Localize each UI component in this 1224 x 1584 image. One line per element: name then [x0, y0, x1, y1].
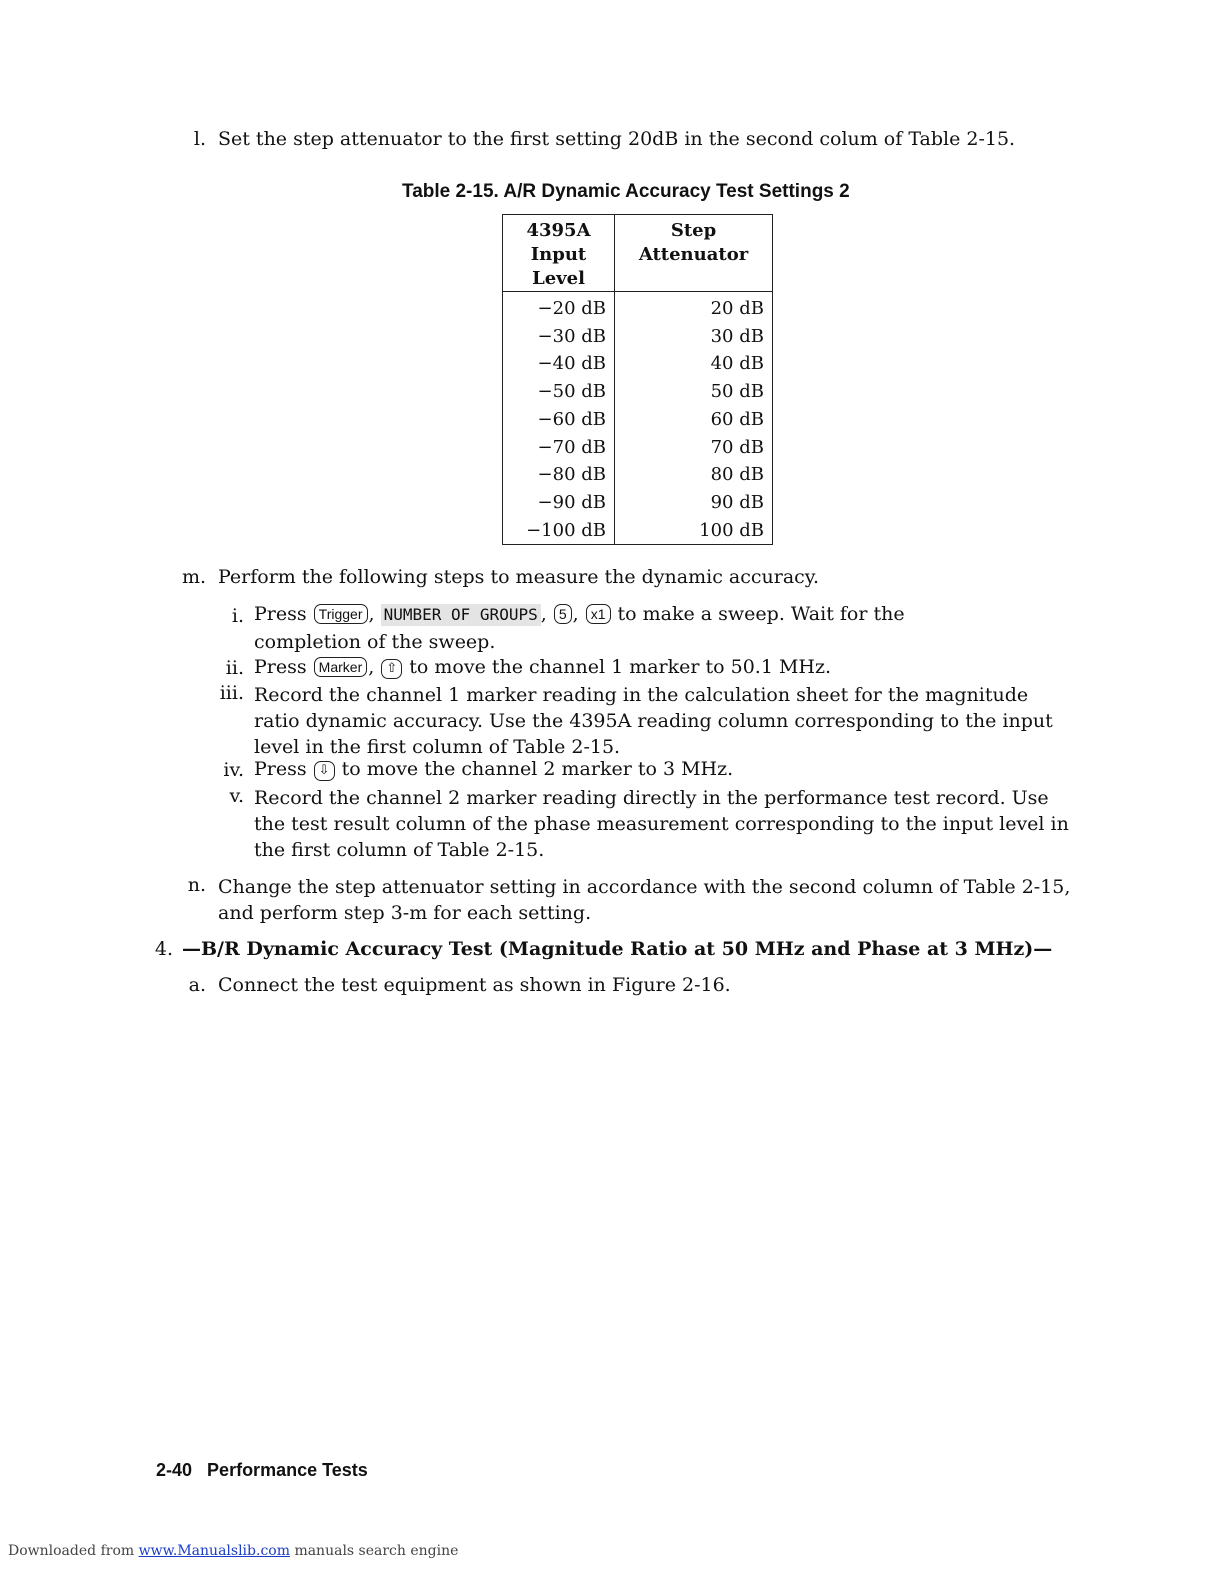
cell-input: −50 dB — [503, 378, 615, 406]
attenuator-settings-table — [502, 214, 773, 545]
up-arrow-key-icon[interactable]: ⇧ — [381, 659, 402, 679]
step-m-iv-marker: iv. — [223, 759, 244, 781]
cell-input: −40 dB — [503, 350, 615, 378]
down-arrow-key-icon[interactable]: ⇩ — [314, 761, 335, 781]
step-m-iii-line1: Record the channel 1 marker reading in the calculation sheet for the magnitude — [254, 684, 1029, 706]
cell-atten: 80 dB — [615, 461, 773, 489]
key-5[interactable]: 5 — [554, 604, 572, 624]
step-m-v-text — [254, 785, 1069, 863]
cell-input: −90 dB — [503, 489, 615, 517]
table-row — [503, 350, 773, 378]
section-4-marker: 4. — [154, 938, 173, 960]
trigger-key[interactable]: Trigger — [314, 604, 368, 624]
cell-atten: 70 dB — [615, 434, 773, 462]
step-m-ii-marker: ii. — [225, 657, 244, 679]
step-m-ii-after: to move the channel 1 marker to 50.1 MHz. — [409, 656, 832, 678]
step-m-iv-after: to move the channel 2 marker to 3 MHz. — [341, 758, 734, 780]
header-col1-line1: 4395A — [526, 220, 591, 241]
table-row — [503, 292, 773, 323]
cell-atten: 40 dB — [615, 350, 773, 378]
press-text: Press — [254, 656, 307, 678]
step-m-v-marker: v. — [229, 785, 244, 807]
step-m-v-line1: Record the channel 2 marker reading directly in the performance test record. Use — [254, 787, 1049, 809]
cell-input: −30 dB — [503, 323, 615, 351]
press-text: Press — [254, 603, 307, 625]
cell-atten: 50 dB — [615, 378, 773, 406]
table-caption: Table 2-15. A/R Dynamic Accuracy Test Settings 2 — [402, 181, 850, 202]
step-m-text: Perform the following steps to measure the dynamic accuracy. — [218, 566, 820, 588]
table-row — [503, 434, 773, 462]
cell-atten: 100 dB — [615, 517, 773, 545]
step-l-marker: l. — [193, 128, 206, 150]
step-m-i-marker: i. — [231, 605, 244, 627]
cell-input: −60 dB — [503, 406, 615, 434]
step-m-iv-line — [254, 758, 733, 781]
download-suffix: manuals search engine — [294, 1543, 459, 1559]
cell-input: −80 dB — [503, 461, 615, 489]
table-row — [503, 378, 773, 406]
step-a-marker: a. — [188, 974, 206, 996]
step-m-iii-line2: ratio dynamic accuracy. Use the 4395A reading column corresponding to the input — [254, 710, 1053, 732]
press-text: Press — [254, 758, 307, 780]
step-m-i-after: to make a sweep. Wait for the — [617, 603, 905, 625]
page-number: 2-40 — [156, 1460, 193, 1480]
table-row — [503, 406, 773, 434]
step-m-iii-text — [254, 682, 1053, 760]
page-footer — [156, 1460, 368, 1481]
header-input-level — [503, 215, 615, 292]
step-m-iii-marker: iii. — [219, 682, 244, 704]
manualslib-link[interactable]: www.Manualslib.com — [138, 1543, 290, 1559]
step-m-v-line2: the test result column of the phase measurement corresponding to the input level in — [254, 813, 1069, 835]
cell-atten: 60 dB — [615, 406, 773, 434]
footer-section: Performance Tests — [207, 1460, 368, 1480]
table-row — [503, 461, 773, 489]
step-n-text — [218, 874, 1070, 926]
step-m-i-line1: Press Trigger , NUMBER OF GROUPS , 5 , x1 to make a sweep. Wait for the — [254, 603, 905, 625]
step-n-marker: n. — [187, 874, 206, 896]
header-col1-line2: Input Level — [530, 244, 587, 289]
step-m-ii-line: Press Marker , ⇧ to move the channel 1 marker to 50.1 MHz. — [254, 656, 832, 678]
step-m-i-line2: completion of the sweep. — [254, 631, 496, 653]
cell-atten: 20 dB — [615, 292, 773, 323]
table-row — [503, 323, 773, 351]
header-step-attenuator: Step Attenuator — [615, 215, 773, 292]
key-x1[interactable]: x1 — [586, 604, 611, 624]
cell-atten: 90 dB — [615, 489, 773, 517]
cell-atten: 30 dB — [615, 323, 773, 351]
marker-key[interactable]: Marker — [314, 657, 368, 677]
section-4-title: —B/R Dynamic Accuracy Test (Magnitude Ratio at 50 MHz and Phase at 3 MHz)— — [182, 938, 1053, 960]
table-header-row — [503, 215, 773, 292]
table-row — [503, 489, 773, 517]
step-n-line1: Change the step attenuator setting in accordance with the second column of Table 2-15, — [218, 876, 1071, 898]
table-row — [503, 517, 773, 545]
cell-input: −20 dB — [503, 292, 615, 323]
cell-input: −100 dB — [503, 517, 615, 545]
step-n-line2: and perform step 3-m for each setting. — [218, 902, 592, 924]
step-l-text: Set the step attenuator to the first setting 20dB in the second colum of Table 2-15. — [218, 128, 1016, 150]
number-of-groups-softkey[interactable]: NUMBER OF GROUPS — [381, 604, 541, 626]
step-m-marker: m. — [181, 566, 206, 588]
cell-input: −70 dB — [503, 434, 615, 462]
step-a-text: Connect the test equipment as shown in Figure 2-16. — [218, 974, 731, 996]
download-prefix: Downloaded from — [8, 1543, 135, 1559]
step-m-v-line3: the first column of Table 2-15. — [254, 839, 545, 861]
step-m-iii-line3: level in the first column of Table 2-15. — [254, 736, 621, 758]
download-notice — [8, 1543, 458, 1559]
